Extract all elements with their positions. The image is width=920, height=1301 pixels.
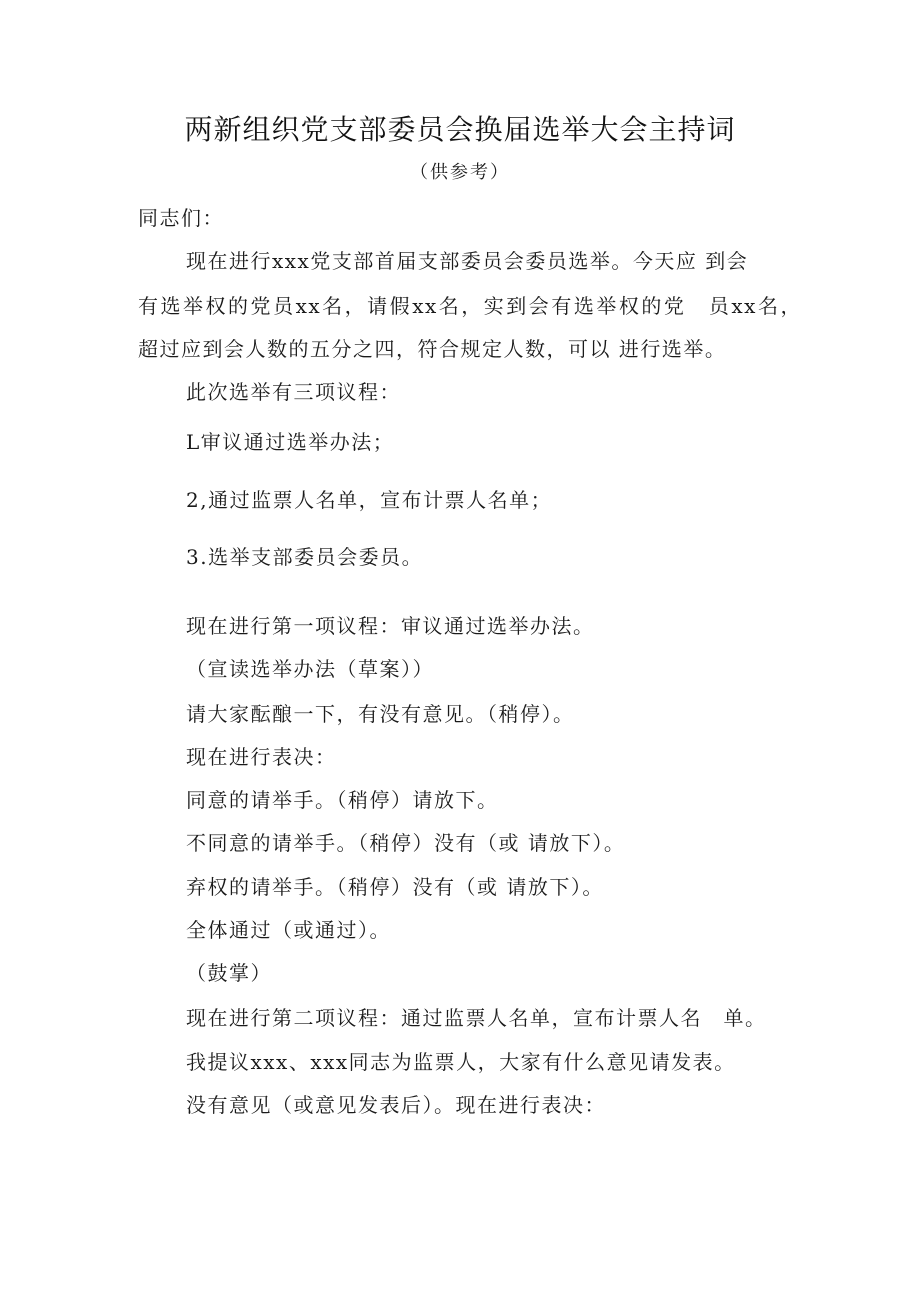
vote-disagree: 不同意的请举手。（稍停）没有（或 请放下）。 [186,831,626,855]
agenda-item: L审议通过选举办法； [186,430,395,454]
reading-note: （宣读选举办法（草案）） [186,657,434,681]
document-title: 两新组织党支部委员会换届选举大会主持词 [184,113,736,146]
intro-line: 现在进行xxx党支部首届支部委员会委员选举。今天应 到会 [186,249,749,273]
agenda-item: 3.选举支部委员会委员。 [186,545,424,569]
second-item-heading: 现在进行第二项议程：通过监票人名单，宣布计票人名 单。 [186,1006,767,1030]
vote-result: 全体通过（或通过）。 [186,918,391,942]
intro-line: 超过应到会人数的五分之四，符合规定人数，可以 进行选举。 [138,337,727,361]
vote-abstain: 弃权的请举手。（稍停）没有（或 请放下）。 [186,875,604,899]
agenda-item: 2,通过监票人名单，宣布计票人名单； [186,488,553,512]
consider-line: 请大家酝酿一下，有没有意见。（稍停）。 [186,702,575,726]
second-item-proposal: 我提议xxx、xxx同志为监票人，大家有什么意见请发表。 [186,1050,736,1074]
agenda-intro: 此次选举有三项议程： [186,380,401,404]
second-item-vote-intro: 没有意见（或意见发表后）。现在进行表决： [186,1093,606,1117]
vote-agree: 同意的请举手。（稍停）请放下。 [186,788,499,812]
greeting: 同志们： [138,206,224,230]
applause-note: （鼓掌） [186,961,272,985]
vote-intro: 现在进行表决： [186,745,337,769]
intro-line: 有选举权的党员xx名，请假xx名，实到会有选举权的党 员xx名， [138,294,802,318]
document-subtitle: （供参考） [410,162,510,183]
first-item-heading: 现在进行第一项议程：审议通过选举办法。 [186,614,595,638]
